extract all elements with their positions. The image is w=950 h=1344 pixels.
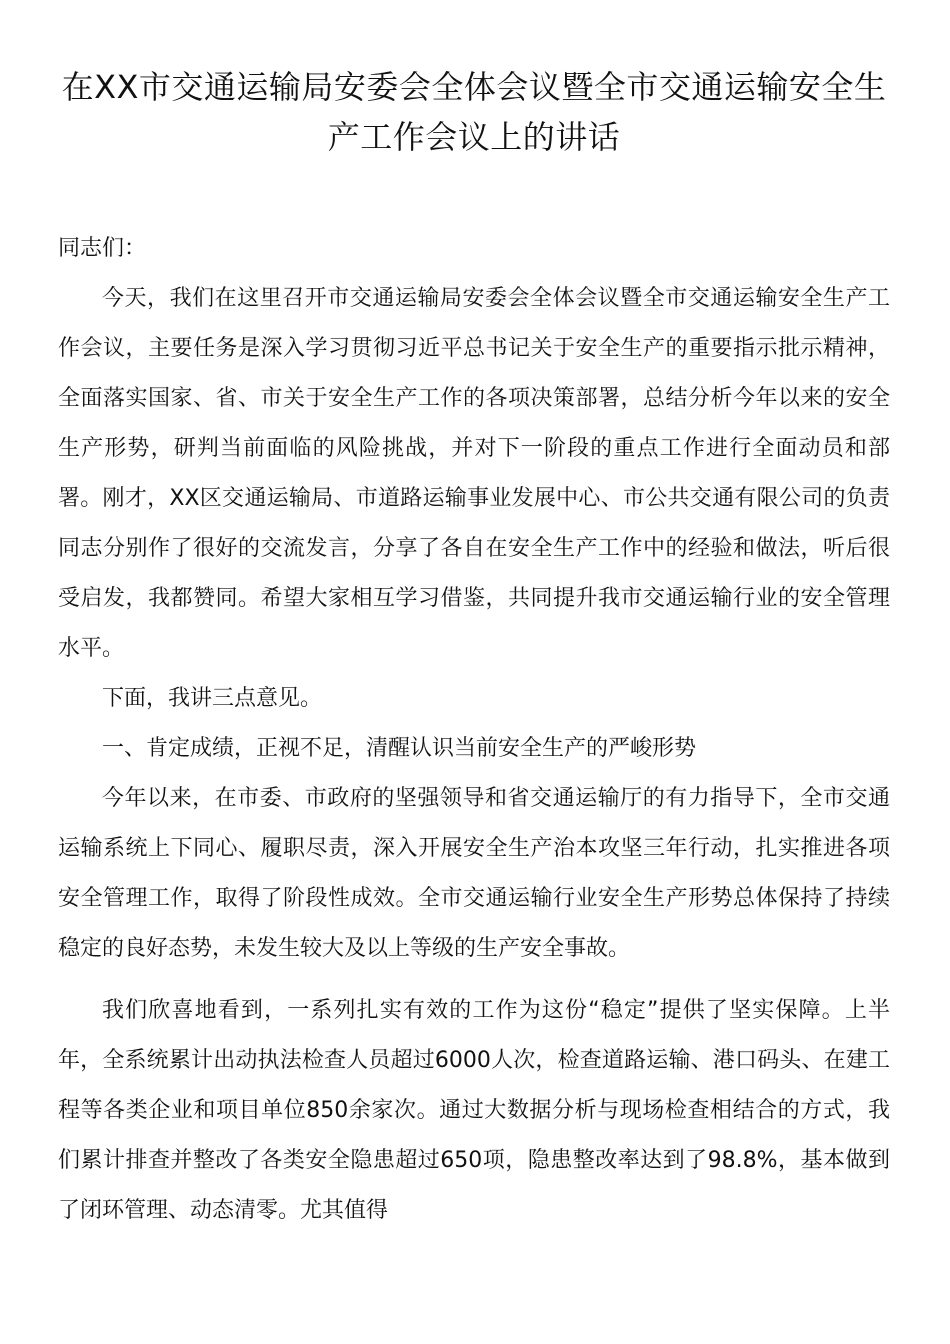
paragraph-three-points: 下面，我讲三点意见。 [102,686,323,711]
document-title: 在XX市交通运输局安委会全体会议暨全市交通运输安全生产工作会议上的讲话 [61,68,887,156]
paragraph-statistics: 我们欣喜地看到，一系列扎实有效的工作为这份“稳定”提供了坚实保障。上半年，全系统累计出动执法检查人员超过6000人次，检查道路运输、港口码头、在建工程等各类企业和项目单位850余家次。通过大数据分析与现场检查相结合的方式，我们累计排查并整改了各类安全隐患超过650项，隐患整改率达到了98.8%，基本做到了闭环管理、动态清零。尤其值得 [58,998,890,1223]
section-heading-1: 一、肯定成绩，正视不足，清醒认识当前安全生产的严峻形势 [102,736,697,761]
paragraph-opening: 今天，我们在这里召开市交通运输局安委会全体会议暨全市交通运输安全生产工作会议，主要任务是深入学习贯彻习近平总书记关于安全生产的重要指示批示精神，全面落实国家、省、市关于安全生产工作的各项决策部署，总结分析今年以来的安全生产形势，研判当前面临的风险挑战，并对下一阶段的重点工作进行全面动员和部署。刚才，XX区交通运输局、市道路运输事业发展中心、市公共交通有限公司的负责同志分别作了很好的交流发言，分享了各自在安全生产工作中的经验和做法，听后很受启发，我都赞同。希望大家相互学习借鉴，共同提升我市交通运输行业的安全管理水平。 [58,286,890,661]
salutation: 同志们： [58,236,147,261]
document-body [58,224,890,1236]
paragraph-achievements: 今年以来，在市委、市政府的坚强领导和省交通运输厅的有力指导下，全市交通运输系统上下同心、履职尽责，深入开展安全生产治本攻坚三年行动，扎实推进各项安全管理工作，取得了阶段性成效。全市交通运输行业安全生产形势总体保持了持续稳定的良好态势，未发生较大及以上等级的生产安全事故。 [58,786,890,961]
